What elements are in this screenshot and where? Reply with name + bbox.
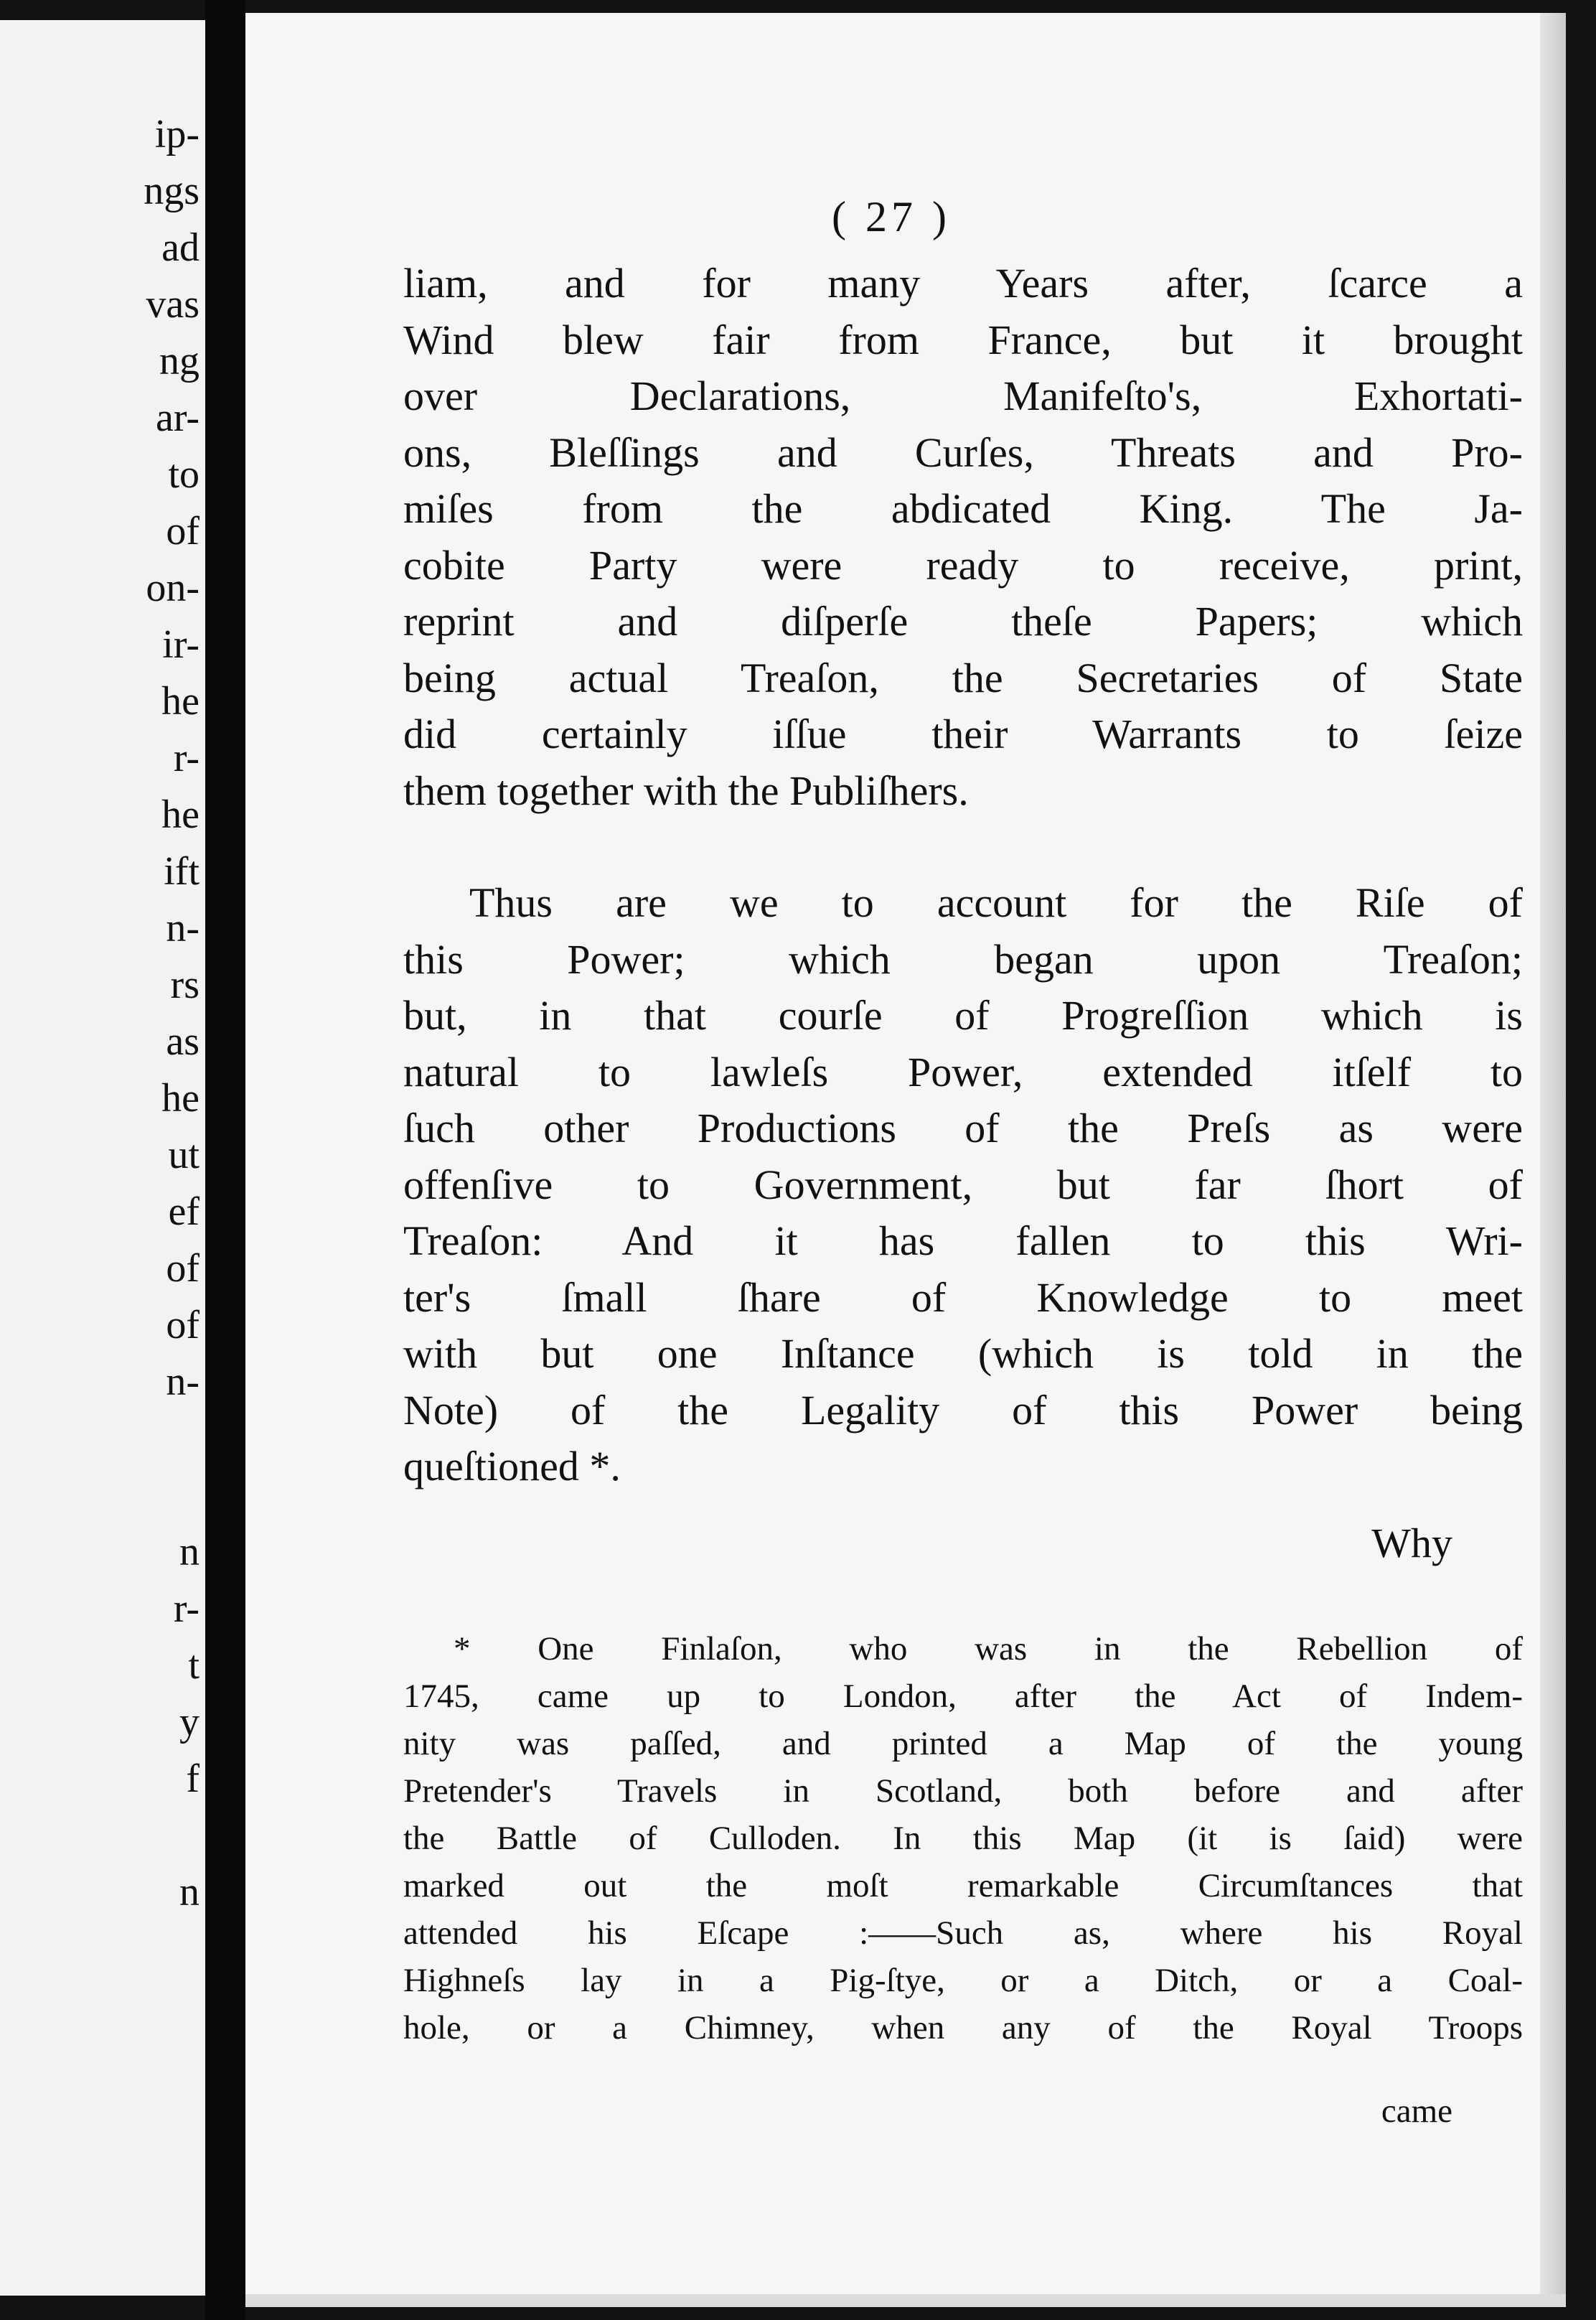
fragment-line <box>144 1411 200 1467</box>
text-line: this Power; which began upon Treaſon; <box>403 935 1523 983</box>
body-text <box>403 256 1523 1495</box>
fragment-line: r- <box>173 736 200 780</box>
fragment-line: ng <box>159 339 200 383</box>
fragment-line: ut <box>168 1133 200 1177</box>
fragment-line: r- <box>173 1586 200 1631</box>
text-line: queſtioned *. <box>403 1443 621 1489</box>
fragment-line: vas <box>146 282 200 327</box>
fragment-line: of <box>166 509 200 553</box>
fragment-line: ar- <box>155 396 200 440</box>
text-line: over Declarations, Manifeſto's, Exhortati- <box>403 373 1523 419</box>
footnote-line: 1745, came up to London, after the Act of Indem- <box>403 1678 1523 1715</box>
fragment-line: to <box>168 452 200 497</box>
footnote-line: hole, or a Chimney, when any of the Royal Troops <box>403 2009 1523 2047</box>
fragment-line: ir- <box>162 622 200 667</box>
fragment-line: ip- <box>154 112 200 156</box>
fragment-line: ef <box>168 1189 200 1234</box>
text-line: natural to lawleſs Power, extended itſelf to <box>403 1048 1523 1095</box>
text-line: Treaſon: And it has fallen to this Wri- <box>403 1217 1523 1264</box>
footnote-line: attended his Eſcape :——Such as, where his Royal <box>403 1914 1523 1952</box>
page <box>245 13 1566 2307</box>
fragment-line: on- <box>146 566 200 610</box>
footnote-line: Pretender's Travels in Scotland, both before and after <box>403 1772 1523 1810</box>
text-line: Wind blew fair from France, but it brought <box>403 316 1523 363</box>
text-line: cobite Party were ready to receive, print, <box>403 541 1523 589</box>
page-edge <box>1540 13 1566 2307</box>
text-line: Thus are we to account for the Riſe of <box>469 879 1523 926</box>
fragment-line: ift <box>164 849 200 894</box>
book-gutter <box>205 0 245 2320</box>
fragment-line: he <box>161 1076 200 1121</box>
fragment-line: n <box>179 1870 200 1914</box>
text-line: offenſive to Government, but far ſhort of <box>403 1161 1523 1208</box>
fragment-line: y <box>179 1700 200 1744</box>
text-line: Note) of the Legality of this Power being <box>403 1386 1523 1433</box>
fragment-line: n <box>179 1530 200 1574</box>
footnote-line: the Battle of Culloden. In this Map (it is ſaid) were <box>403 1820 1523 1857</box>
fragment-line: n- <box>166 1360 200 1404</box>
text-line: being actual Treaſon, the Secretaries of State <box>403 654 1523 701</box>
previous-page-edge <box>0 20 205 2296</box>
fragment-line: he <box>161 679 200 724</box>
fragment-line: n- <box>166 906 200 950</box>
text-line: them together with the Publiſhers. <box>403 767 969 814</box>
fragment-line: of <box>166 1246 200 1291</box>
text-line: ons, Bleſſings and Curſes, Threats and Pro- <box>403 429 1523 476</box>
text-line: but, in that courſe of Progreſſion which is <box>403 992 1523 1039</box>
fragment-line: he <box>161 792 200 837</box>
text-line: liam, and for many Years after, ſcarce a <box>403 260 1523 307</box>
fragment-line: of <box>166 1303 200 1347</box>
fragment-line: rs <box>170 963 200 1007</box>
text-line: ter's ſmall ſhare of Knowledge to meet <box>403 1273 1523 1321</box>
text-line: miſes from the abdicated King. The Ja- <box>403 485 1523 532</box>
fragment-line: f <box>186 1757 200 1801</box>
fragment-line: t <box>188 1643 200 1688</box>
footnote-line: marked out the moſt remarkable Circumſtances that <box>403 1867 1523 1904</box>
text-line: with but one Inſtance (which is told in the <box>403 1330 1523 1377</box>
footnote <box>403 1625 1523 2052</box>
footnote-catchword: came <box>1381 2092 1452 2130</box>
fragment-line: as <box>166 1019 200 1064</box>
page-bottom-edge <box>245 2294 1566 2307</box>
footnote-line: nity was paſſed, and printed a Map of the young <box>403 1725 1523 1762</box>
fragment-line: ngs <box>144 169 200 213</box>
fragment-line <box>144 1467 200 1524</box>
text-line: ſuch other Productions of the Preſs as were <box>403 1105 1523 1151</box>
page-number: ( 27 ) <box>832 193 951 240</box>
footnote-line: Highneſs lay in a Pig-ſtye, or a Ditch, or a Coal- <box>403 1962 1523 1999</box>
footnote-line: * One Finlaſon, who was in the Rebellion of <box>454 1630 1523 1668</box>
fragment-line <box>144 1807 200 1864</box>
text-line: did certainly iſſue their Warrants to ſeize <box>403 711 1523 757</box>
catchword: Why <box>1371 1520 1452 1566</box>
text-line: reprint and diſperſe theſe Papers; which <box>403 598 1523 645</box>
previous-page-text <box>144 106 200 1921</box>
fragment-line: ad <box>161 225 200 270</box>
